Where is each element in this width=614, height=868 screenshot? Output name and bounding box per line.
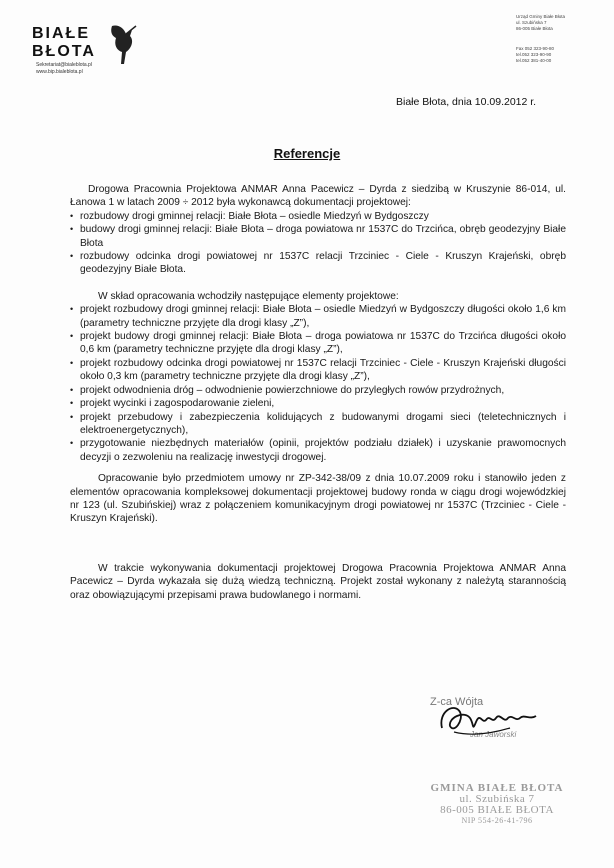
letterhead-contact — [36, 62, 92, 76]
website-text: www.bip.bialeblota.pl — [36, 69, 83, 75]
list-item: • projekt odwodnienia dróg – odwodnienie powierzchniowe do przyległych rowów przydrożnych, — [70, 384, 566, 397]
office-line: Urząd Gminy Białe Błota — [516, 14, 566, 19]
handwritten-signature — [420, 688, 580, 748]
closing-paragraph: W trakcie wykonywania dokumentacji projektowej Drogowa Pracownia Projektowa ANMAR Anna Pacewicz – Dyrda wykazała się dużą wiedzą techniczną. Projekt został wykonany z należytą starannością oraz obowiązującymi przepisami prawa budowlanego i normami. — [70, 562, 566, 601]
signature-block — [420, 688, 580, 748]
office-line: ul. Szubińska 7 — [516, 20, 547, 25]
list-item: • rozbudowy odcinka drogi powiatowej nr 1537C relacji Trzciniec - Ciele - Kruszyn Krajeński, obręb geodezyjny Białe Błota. — [70, 250, 566, 277]
document-title: Referencje — [273, 146, 341, 161]
signatory-name: Jan Jaworski — [470, 730, 517, 739]
elements-list — [70, 303, 566, 464]
stamp-line: ul. Szubińska 7 — [459, 793, 535, 805]
email-text: Sekretariat@bialeblota.pl — [36, 62, 92, 68]
phone-line: tel.052 323-90-90 — [516, 52, 552, 57]
list-item: • projekt rozbudowy odcinka drogi powiatowej nr 1537C relacji Trzciniec - Ciele - Kruszyn Krajeński długości około 0,3 km (parametry techniczne przyjęte dla drogi klasy „Z”), — [70, 357, 566, 384]
list-item: • budowy drogi gminnej relacji: Białe Błota – droga powiatowa nr 1537C do Trzcińca, obręb geodezyjny Białe Błota — [70, 223, 566, 250]
bird-icon — [106, 22, 138, 66]
municipality-stamp — [412, 782, 582, 825]
list-item: • projekt przebudowy i zabezpieczenia kolidujących z budowanymi drogami sieci (teletechnicznych i elektroenergetycznych), — [70, 411, 566, 438]
phone-line: Fax 052 323-90-80 — [516, 46, 555, 51]
list-item: • projekt rozbudowy drogi gminnej relacji: Białe Błota – osiedle Miedzyń w Bydgoszczy długości około 1,6 km (parametry techniczne przyjęte dla drogi klasy „Z”), — [70, 303, 566, 330]
contract-paragraph: Opracowanie było przedmiotem umowy nr ZP-342-38/09 z dnia 10.07.2009 roku i stanowiło jeden z elementów opracowania kompleksowej dokumentacji projektowej budowy ronda w ciągu drogi wojewódzkiej nr 123 (ul. Szubińskiej) wraz z połączeniem komunikacyjnym drogi powiatowej nr 1537C (Trzciniec - Ciele - Kruszyn Krajeński). — [70, 473, 566, 525]
logo-word-blota: BŁOTA — [32, 43, 96, 60]
elements-intro: W skład opracowania wchodziły następujące elementy projektowe: — [98, 290, 399, 302]
stamp-line: NIP 554-26-41-796 — [461, 816, 533, 825]
list-item: • projekt wycinki i zagospodarowanie zieleni, — [70, 397, 566, 410]
list-item: • rozbudowy drogi gminnej relacji: Białe Błota – osiedle Miedzyń w Bydgoszczy — [70, 210, 566, 223]
office-address-block — [516, 14, 565, 64]
list-item: • przygotowanie niezbędnych materiałów (opinii, projektów podziału działek) i uzyskanie prawomocnych decyzji o zezwoleniu na realizację inwestycji drogowej. — [70, 437, 566, 464]
list-item: • projekt budowy drogi gminnej relacji: Białe Błota – droga powiatowa nr 1537C do Trzcińca długości około 0,6 km (parametry techniczne przyjęte dla drogi klasy „Z”), — [70, 330, 566, 357]
office-line: 86-005 Białe Błota — [516, 26, 553, 31]
phone-line: tel.052 381-40-00 — [516, 58, 552, 63]
date-line: Białe Błota, dnia 10.09.2012 r. — [396, 96, 537, 108]
projects-list — [70, 210, 566, 277]
signature-caption: Z-ca Wójta — [430, 696, 484, 708]
logo-word-biale: BIAŁE — [32, 25, 90, 42]
intro-paragraph: Drogowa Pracownia Projektowa ANMAR Anna Pacewicz – Dyrda z siedzibą w Kruszynie 86-014, ul. Łanowa 1 w latach 2009 ÷ 2012 była wykonawcą dokumentacji projektowej: — [70, 184, 566, 209]
stamp-line: 86-005 BIAŁE BŁOTA — [440, 804, 554, 816]
letter-body — [70, 183, 566, 602]
stamp-line: GMINA BIAŁE BŁOTA — [430, 782, 564, 794]
